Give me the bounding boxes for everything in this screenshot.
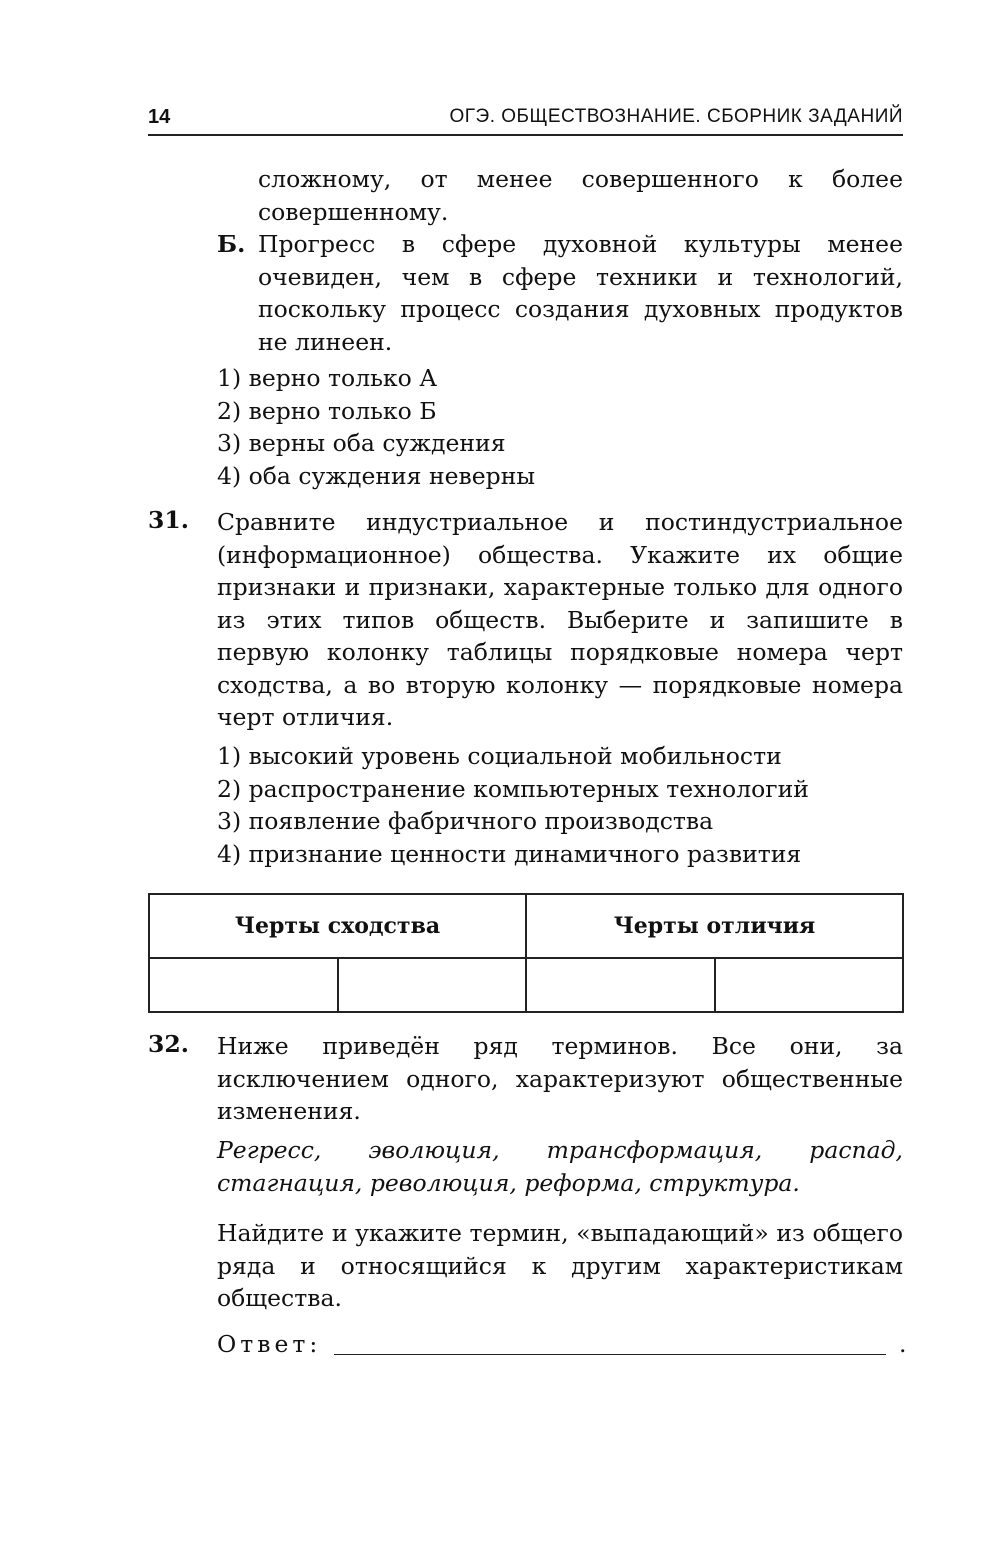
answer-cell[interactable] xyxy=(526,958,715,1012)
q32-answer-line xyxy=(217,1328,907,1364)
table-header-differences: Черты отличия xyxy=(526,894,903,958)
q31-option: 4) признание ценности динамичного развития xyxy=(217,839,802,868)
q31-options xyxy=(217,740,903,870)
page-header xyxy=(148,100,903,136)
q30-option: 3) верны оба суждения xyxy=(217,429,506,457)
page-number: 14 xyxy=(148,106,171,128)
q31-text: Сравните индустриальное и постиндустриальное (информационное) общества. Укажите их общие признаки и признаки, характерные только для одного из этих типов обществ. Выберите и запишите в первую колонку таблицы порядковые номера черт сходства, а во вторую колонку — порядковые номера черт отличия. xyxy=(217,508,903,731)
answer-blank[interactable] xyxy=(334,1354,886,1355)
q30-statement-b-label: Б. xyxy=(217,230,246,258)
running-title: ОГЭ. ОБЩЕСТВОЗНАНИЕ. СБОРНИК ЗАДАНИЙ xyxy=(449,106,903,127)
q32-text: Ниже приведён ряд терминов. Все они, за исключением одного, характеризуют общественные изменения. xyxy=(217,1032,903,1125)
answer-period: . xyxy=(899,1330,907,1358)
answer-label: Ответ: xyxy=(217,1330,322,1358)
answer-cell[interactable] xyxy=(338,958,527,1012)
q30-options xyxy=(217,362,897,492)
q32-number: 32. xyxy=(148,1030,189,1058)
q32-task: Найдите и укажите термин, «выпадающий» из общего ряда и относящийся к другим характеристикам общества. xyxy=(217,1219,903,1312)
q30-continued-text: сложному, от менее совершенного к более совершенному. xyxy=(258,165,903,226)
q31-answer-table xyxy=(148,893,904,1013)
answer-cell[interactable] xyxy=(715,958,904,1012)
q32-terms: Регресс, эволюция, трансформация, распад, стагнация, революция, реформа, структура. xyxy=(217,1136,903,1197)
q30-option: 1) верно только А xyxy=(217,364,438,392)
table-header-similarities: Черты сходства xyxy=(149,894,526,958)
q31-option: 1) высокий уровень социальной мобильности xyxy=(217,742,782,770)
q31-number: 31. xyxy=(148,506,189,534)
q30-option: 4) оба суждения неверны xyxy=(217,461,536,490)
q31-option: 3) появление фабричного производства xyxy=(217,807,714,835)
q30-option: 2) верно только Б xyxy=(217,396,437,425)
q31-option: 2) распространение компьютерных технологий xyxy=(217,774,809,803)
q30-statement-b-text: Прогресс в сфере духовной культуры менее очевиден, чем в сфере техники и технологий, поскольку процесс создания духовных продуктов не линеен. xyxy=(258,230,903,356)
answer-cell[interactable] xyxy=(149,958,338,1012)
